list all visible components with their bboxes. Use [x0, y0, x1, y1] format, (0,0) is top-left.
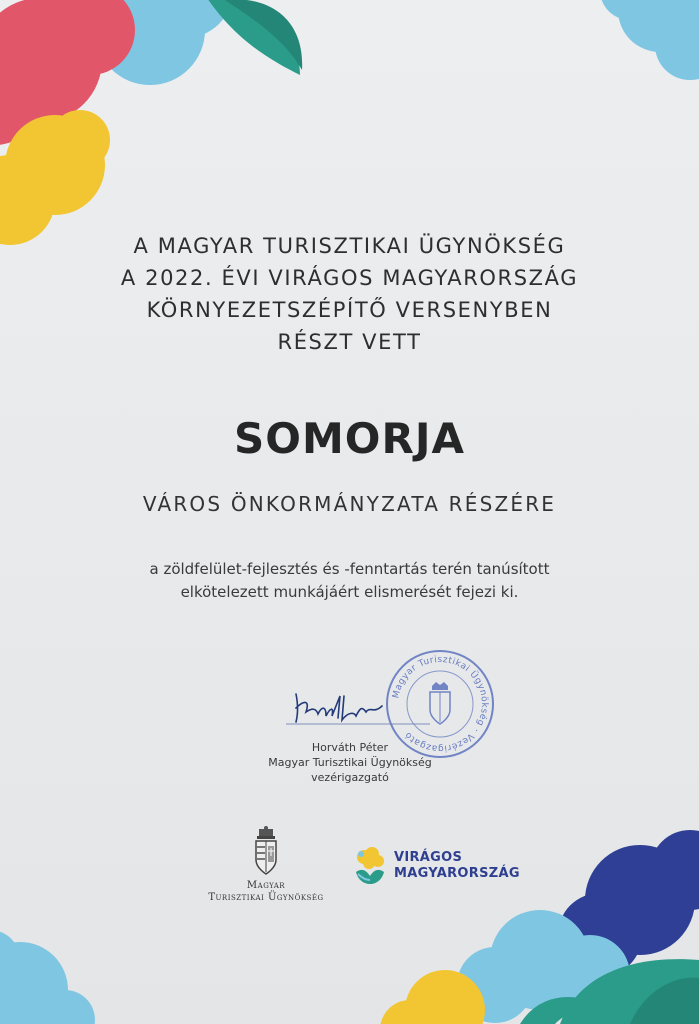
- recognition-text: [0, 558, 699, 604]
- viragos-magyarorszag-logo: [352, 846, 532, 890]
- signer-name: Horváth Péter: [311, 741, 389, 754]
- bottom-left-flowers: [0, 930, 95, 1024]
- mtu-name-line-1: Magyar: [246, 880, 286, 891]
- mtu-name: [196, 880, 336, 904]
- heading-line-4: RÉSZT VETT: [277, 330, 422, 354]
- signer-organization: Magyar Turisztikai Ügynökség: [268, 756, 432, 769]
- mtu-logo: [196, 826, 336, 912]
- signer-block: [230, 740, 470, 785]
- body-line-2: elkötelezett munkájáért elismerését fejezi ki.: [180, 583, 519, 601]
- vm-wordmark: [394, 850, 520, 882]
- svg-text:Magyar Turisztikai Ügynökség ·: Magyar Turisztikai Ügynökség · Vezérigazgató: [391, 654, 490, 754]
- awardee-subtitle: VÁROS ÖNKORMÁNYZATA RÉSZÉRE: [142, 492, 557, 516]
- flower-logo-icon: [352, 846, 388, 886]
- top-left-flowers: [0, 0, 302, 245]
- certificate-heading: [0, 230, 699, 358]
- heading-line-1: A MAGYAR TURISZTIKAI ÜGYNÖKSÉG: [133, 234, 566, 258]
- hungarian-coat-of-arms-icon: [251, 826, 281, 876]
- handwritten-signature: [282, 686, 432, 732]
- stamp-coat-of-arms-icon: [430, 682, 450, 724]
- body-line-1: a zöldfelület-fejlesztés és -fenntartás terén tanúsított: [149, 560, 550, 578]
- heading-line-3: KÖRNYEZETSZÉPÍTŐ VERSENYBEN: [146, 298, 553, 322]
- mtu-name-line-2: Turisztikai Ügynökség: [208, 892, 324, 903]
- vm-line-1: VIRÁGOS: [394, 850, 463, 865]
- top-right-flowers: [600, 0, 699, 80]
- heading-line-2: A 2022. ÉVI VIRÁGOS MAGYARORSZÁG: [120, 266, 579, 290]
- vm-line-2: MAGYARORSZÁG: [394, 866, 520, 881]
- awardee-name: SOMORJA: [234, 414, 465, 463]
- signer-role: vezérigazgató: [311, 771, 389, 784]
